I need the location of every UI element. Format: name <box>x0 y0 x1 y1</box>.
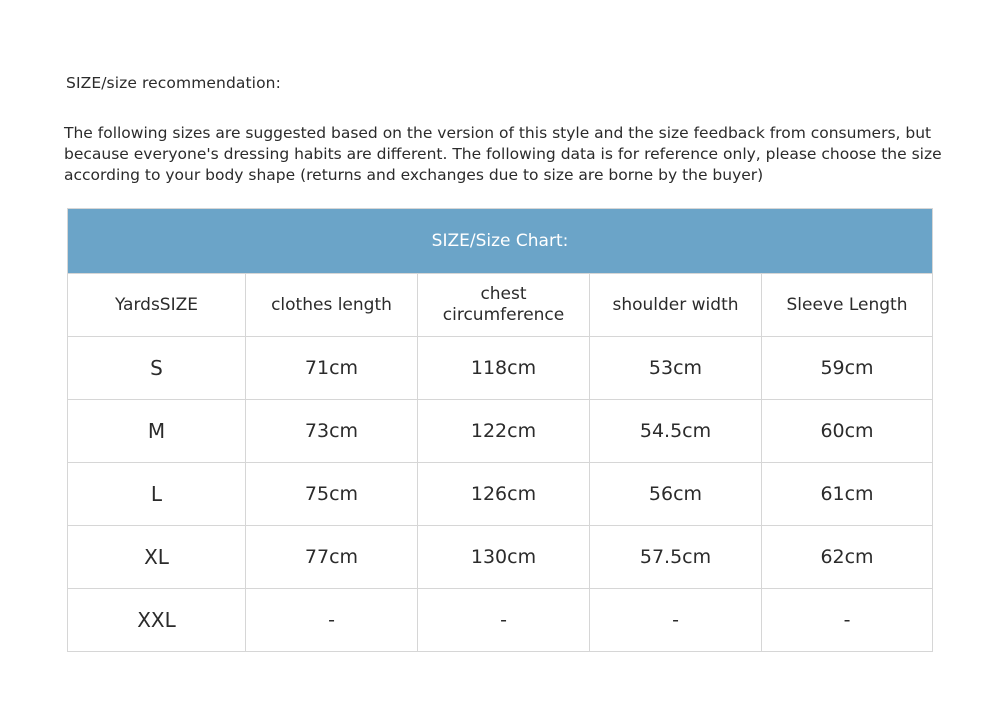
table-header-row <box>68 274 933 337</box>
cell-size: L <box>68 463 246 526</box>
cell-sleeve-length: 62cm <box>762 526 933 589</box>
cell-clothes-length: - <box>246 589 418 652</box>
cell-clothes-length: 71cm <box>246 337 418 400</box>
table-row <box>68 463 933 526</box>
cell-sleeve-length: 60cm <box>762 400 933 463</box>
cell-size: S <box>68 337 246 400</box>
cell-shoulder-width: 57.5cm <box>590 526 762 589</box>
cell-sleeve-length: 59cm <box>762 337 933 400</box>
table-row <box>68 589 933 652</box>
cell-clothes-length: 77cm <box>246 526 418 589</box>
table-row <box>68 526 933 589</box>
table-row <box>68 400 933 463</box>
cell-shoulder-width: - <box>590 589 762 652</box>
intro-text <box>64 123 944 186</box>
column-header-sleeve-length: Sleeve Length <box>762 274 933 337</box>
cell-size: XXL <box>68 589 246 652</box>
table-banner-title: SIZE/Size Chart: <box>68 209 933 274</box>
cell-size: M <box>68 400 246 463</box>
cell-chest-circumference: 130cm <box>418 526 590 589</box>
cell-clothes-length: 73cm <box>246 400 418 463</box>
table-banner-row <box>68 209 933 274</box>
column-header-shoulder-width: shoulder width <box>590 274 762 337</box>
cell-sleeve-length: - <box>762 589 933 652</box>
column-header-chest-circumference: chest circumference <box>418 274 590 337</box>
cell-chest-circumference: - <box>418 589 590 652</box>
page-title: SIZE/size recommendation: <box>66 74 281 92</box>
cell-shoulder-width: 53cm <box>590 337 762 400</box>
size-chart-table <box>67 208 933 652</box>
cell-size: XL <box>68 526 246 589</box>
intro-paragraph: The following sizes are suggested based on the version of this style and the size feedback from consumers, but because everyone's dressing habits are different. The following data is for reference only, please choose the size according to your body shape (returns and exchanges due to size are borne by the buyer) <box>64 124 942 184</box>
cell-chest-circumference: 118cm <box>418 337 590 400</box>
table-row <box>68 337 933 400</box>
cell-sleeve-length: 61cm <box>762 463 933 526</box>
column-header-size: YardsSIZE <box>68 274 246 337</box>
column-header-clothes-length: clothes length <box>246 274 418 337</box>
cell-shoulder-width: 54.5cm <box>590 400 762 463</box>
cell-shoulder-width: 56cm <box>590 463 762 526</box>
cell-clothes-length: 75cm <box>246 463 418 526</box>
cell-chest-circumference: 122cm <box>418 400 590 463</box>
cell-chest-circumference: 126cm <box>418 463 590 526</box>
